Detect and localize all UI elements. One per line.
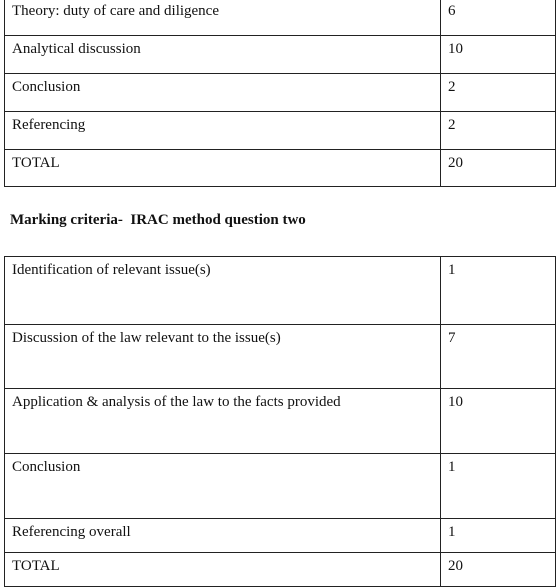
criterion-cell: Application & analysis of the law to the facts provided: [5, 389, 441, 454]
score-cell: 1: [441, 454, 556, 519]
score-cell: 2: [441, 112, 556, 150]
score-cell: 1: [441, 257, 556, 325]
criterion-cell: Identification of relevant issue(s): [5, 257, 441, 325]
score-cell: 1: [441, 519, 556, 553]
criterion-cell: Referencing overall: [5, 519, 441, 553]
criterion-cell: Conclusion: [5, 74, 441, 112]
score-cell: 10: [441, 389, 556, 454]
criterion-cell: Theory: duty of care and diligence: [5, 0, 441, 36]
section-heading: Marking criteria- IRAC method question two: [10, 212, 306, 228]
score-cell: 10: [441, 36, 556, 74]
marking-table-question-one: [4, 0, 556, 187]
score-cell: 2: [441, 74, 556, 112]
table-row: [5, 0, 556, 36]
table-row: [5, 325, 556, 389]
table-row: [5, 36, 556, 74]
score-cell: 20: [441, 150, 556, 187]
table-row: [5, 519, 556, 553]
criterion-cell: Discussion of the law relevant to the issue(s): [5, 325, 441, 389]
criterion-cell: TOTAL: [5, 553, 441, 587]
table-row-total: [5, 553, 556, 587]
score-cell: 7: [441, 325, 556, 389]
criterion-cell: Conclusion: [5, 454, 441, 519]
criterion-cell: TOTAL: [5, 150, 441, 187]
score-cell: 6: [441, 0, 556, 36]
criterion-cell: Referencing: [5, 112, 441, 150]
table-row: [5, 454, 556, 519]
table-row-total: [5, 150, 556, 187]
score-cell: 20: [441, 553, 556, 587]
criterion-cell: Analytical discussion: [5, 36, 441, 74]
table-row: [5, 74, 556, 112]
table-row: [5, 389, 556, 454]
table-row: [5, 257, 556, 325]
marking-table-question-two: [4, 256, 556, 587]
table-row: [5, 112, 556, 150]
